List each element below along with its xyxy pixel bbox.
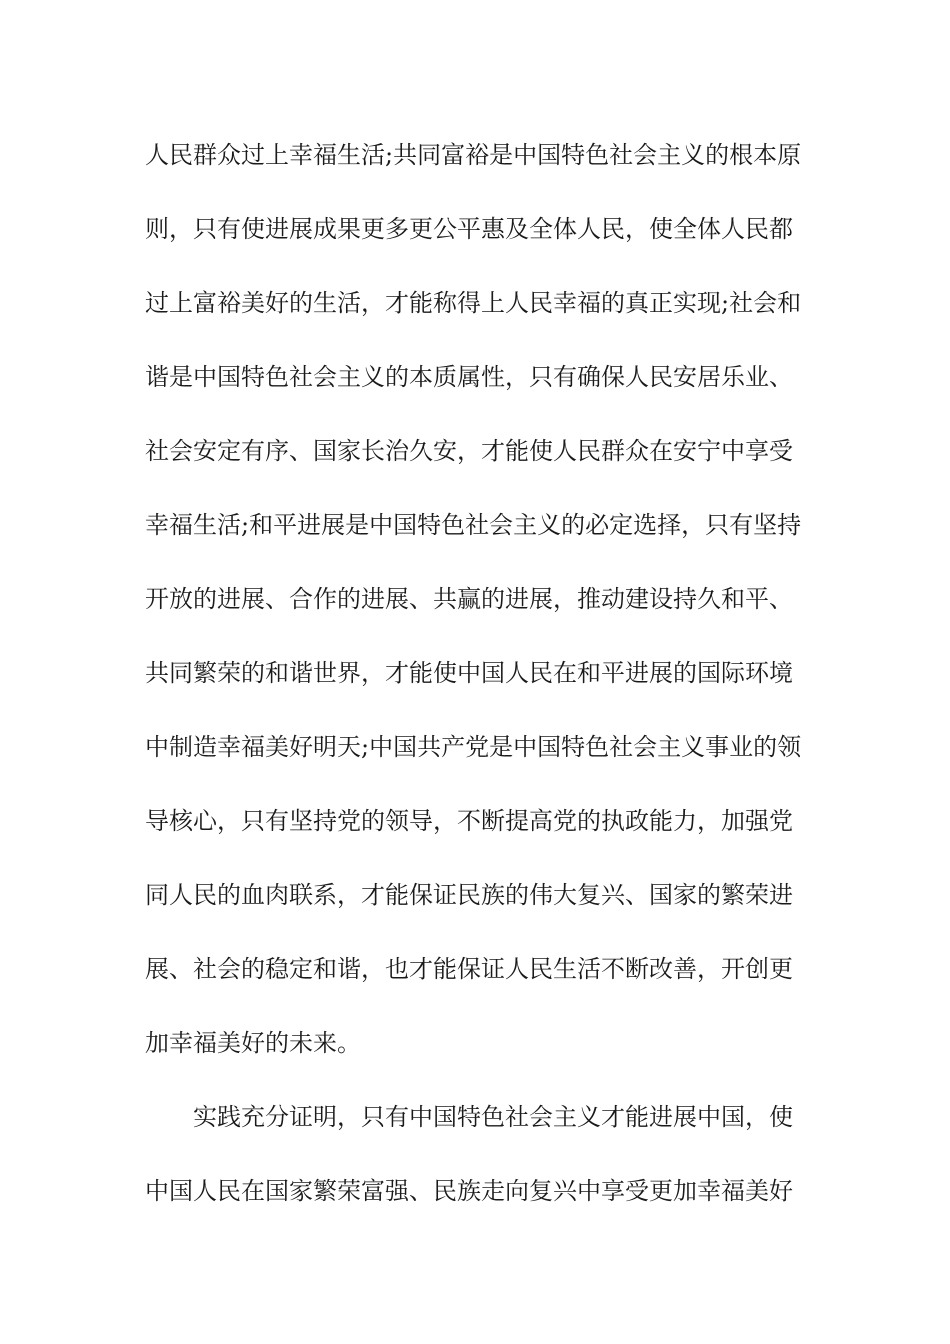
text-line: 幸福生活;和平进展是中国特色社会主义的必定选择，只有坚持 [145,511,802,539]
text-line: 展、社会的稳定和谐，也才能保证人民生活不断改善，开创更 [145,955,793,983]
text-line: 则，只有使进展成果更多更公平惠及全体人民，使全体人民都 [145,215,793,243]
text-line: 人民群众过上幸福生活;共同富裕是中国特色社会主义的根本原 [145,141,802,169]
text-line: 开放的进展、合作的进展、共赢的进展，推动建设持久和平、 [145,585,793,613]
text-line: 社会安定有序、国家长治久安，才能使人民群众在安宁中享受 [145,437,793,465]
text-line: 中制造幸福美好明天;中国共产党是中国特色社会主义事业的领 [145,733,802,761]
text-line: 谐是中国特色社会主义的本质属性，只有确保人民安居乐业、 [145,363,793,391]
text-line: 中国人民在国家繁荣富强、民族走向复兴中享受更加幸福美好 [145,1177,793,1205]
body-text [145,130,825,1240]
text-line: 同人民的血肉联系，才能保证民族的伟大复兴、国家的繁荣进 [145,881,793,909]
text-line: 过上富裕美好的生活，才能称得上人民幸福的真正实现;社会和 [145,289,802,317]
paragraph-start-line: 实践充分证明，只有中国特色社会主义才能进展中国，使 [193,1103,793,1131]
text-line: 加幸福美好的未来。 [145,1029,361,1057]
text-line: 共同繁荣的和谐世界，才能使中国人民在和平进展的国际环境 [145,659,793,687]
text-line: 导核心，只有坚持党的领导，不断提高党的执政能力，加强党 [145,807,793,835]
